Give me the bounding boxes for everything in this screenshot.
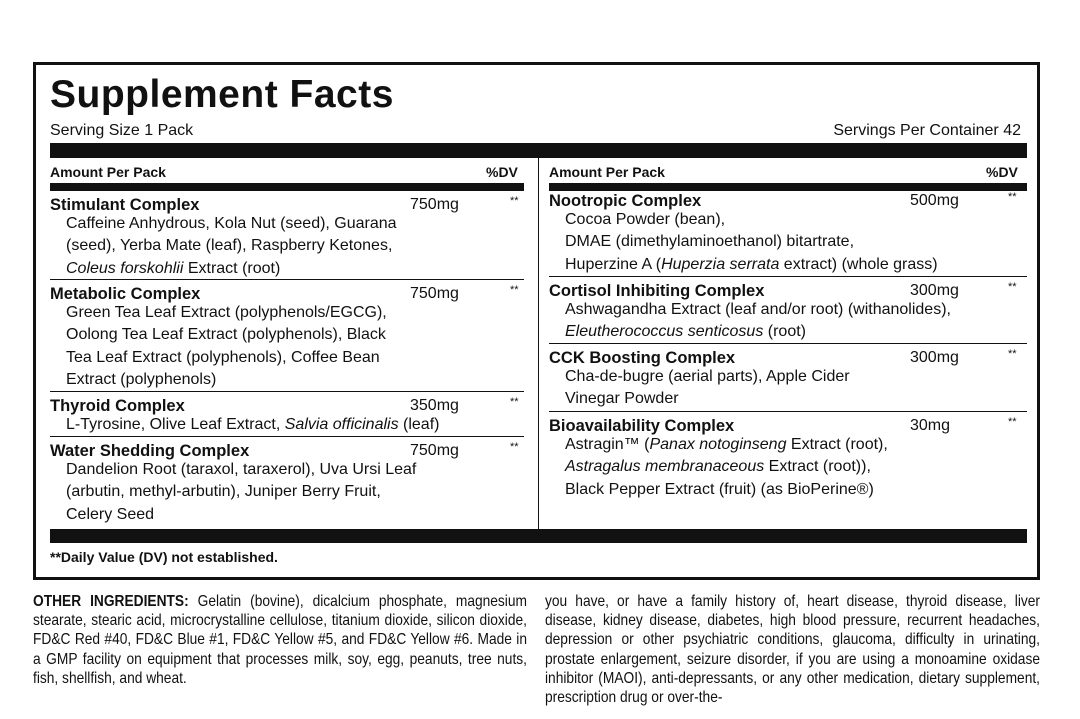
right-ingredient-line bbox=[565, 388, 679, 410]
right-ingredient-line bbox=[565, 299, 951, 321]
ingredient-text: Astragin™ ( bbox=[565, 436, 650, 453]
left-dv-header: %DV bbox=[486, 164, 518, 180]
right-dv-header: %DV bbox=[986, 164, 1018, 180]
left-complex-amount: 750mg bbox=[410, 285, 459, 302]
ingredient-text: L-Tyrosine, Olive Leaf Extract, bbox=[66, 416, 285, 433]
right-ingredient-line bbox=[565, 456, 871, 478]
right-complex-name: Nootropic Complex bbox=[549, 192, 702, 210]
ingredient-text: Extract (polyphenols) bbox=[66, 370, 217, 388]
left-complex-dv: ** bbox=[510, 396, 519, 408]
right-section-divider bbox=[549, 343, 1027, 344]
right-complex-name: Cortisol Inhibiting Complex bbox=[549, 282, 765, 300]
warning-block bbox=[545, 592, 1040, 707]
right-complex-dv: ** bbox=[1008, 416, 1017, 428]
left-ingredient-line bbox=[66, 414, 439, 436]
right-ingredient-line bbox=[565, 479, 874, 501]
left-complex-amount: 750mg bbox=[410, 196, 459, 213]
ingredient-text: Tea Leaf Extract (polyphenols), Coffee Bean bbox=[66, 348, 380, 366]
ingredient-text: (seed), Yerba Mate (leaf), Raspberry Ketones, bbox=[66, 237, 393, 255]
left-section-divider bbox=[50, 279, 524, 280]
left-ingredient-line bbox=[66, 347, 380, 369]
left-ingredient-line bbox=[66, 504, 154, 526]
bottom-thick-rule bbox=[50, 529, 1027, 543]
right-ingredient-line bbox=[565, 321, 806, 343]
left-amount-header: Amount Per Pack bbox=[50, 164, 166, 180]
ingredient-text: Huperzine A ( bbox=[565, 255, 662, 273]
ingredient-text: (arbutin, methyl-arbutin), Juniper Berry Fruit, bbox=[66, 483, 381, 501]
ingredient-text: Extract (root) bbox=[183, 259, 281, 277]
left-complex-name: Metabolic Complex bbox=[50, 285, 201, 303]
ingredient-text: Cocoa Powder (bean), bbox=[565, 211, 726, 228]
right-complex-amount: 300mg bbox=[910, 349, 959, 366]
ingredient-text: (root) bbox=[763, 323, 806, 341]
warning-text: you have, or have a family history of, heart disease, thyroid disease, liver disease, kidney disease, diabetes, high blood pressure, recurrent headaches, depression or other psychiatric conditions, glaucoma, difficulty in urinating, prostate enlargement, seizure disorder, if you are using a monoamine oxidase inhibitor (MAOI), anti-depressants, or any other medication, dietary supplement, prescription drug or over-the- bbox=[545, 593, 1040, 707]
supplement-facts-panel bbox=[33, 62, 1040, 580]
ingredient-text: Ashwagandha Extract (leaf and/or root) (withanolides), bbox=[565, 301, 951, 318]
left-ingredient-line bbox=[66, 459, 416, 481]
left-ingredient-line bbox=[66, 369, 216, 391]
ingredient-text: Extract (root)), bbox=[764, 458, 871, 476]
right-complex-dv: ** bbox=[1008, 281, 1017, 293]
serving-size: Serving Size 1 Pack bbox=[50, 122, 194, 139]
right-section-divider bbox=[549, 276, 1027, 277]
ingredient-text: Caffeine Anhydrous, Kola Nut (seed), Guarana bbox=[66, 215, 397, 232]
ingredient-text: Huperzia serrata bbox=[661, 255, 780, 273]
right-complex-amount: 300mg bbox=[910, 282, 959, 299]
left-ingredient-line bbox=[66, 213, 397, 235]
left-complex-amount: 350mg bbox=[410, 397, 459, 414]
ingredient-text: Oolong Tea Leaf Extract (polyphenols), Black bbox=[66, 326, 386, 344]
ingredient-text: Salvia officinalis bbox=[284, 416, 399, 433]
ingredient-text: (leaf) bbox=[398, 416, 440, 433]
right-complex-amount: 500mg bbox=[910, 192, 959, 209]
left-complex-dv: ** bbox=[510, 441, 519, 453]
ingredient-text: Celery Seed bbox=[66, 505, 155, 523]
top-thick-rule bbox=[50, 143, 1027, 158]
left-complex-name: Water Shedding Complex bbox=[50, 442, 250, 460]
right-complex-amount: 30mg bbox=[910, 417, 951, 434]
right-ingredient-line bbox=[565, 366, 850, 388]
left-complex-dv: ** bbox=[510, 284, 519, 296]
column-divider bbox=[538, 158, 539, 529]
panel-title: Supplement Facts bbox=[50, 73, 394, 116]
left-complex-dv: ** bbox=[510, 195, 519, 207]
right-ingredient-line bbox=[565, 434, 888, 456]
right-complex-name: Bioavailability Complex bbox=[549, 417, 735, 435]
ingredient-text: Coleus forskohlii bbox=[66, 259, 184, 277]
right-amount-header: Amount Per Pack bbox=[549, 164, 665, 180]
right-ingredient-line bbox=[565, 209, 725, 231]
left-ingredient-line bbox=[66, 258, 280, 280]
ingredient-text: Eleutherococcus senticosus bbox=[565, 323, 764, 341]
right-ingredient-line bbox=[565, 231, 854, 253]
left-section-divider bbox=[50, 391, 524, 392]
ingredient-text: Black Pepper Extract (fruit) (as BioPerine®) bbox=[565, 480, 874, 498]
other-ingredients-block bbox=[33, 592, 527, 688]
ingredient-text: Dandelion Root (taraxol, taraxerol), Uva Ursi Leaf bbox=[66, 461, 417, 478]
ingredient-text: Panax notoginseng bbox=[649, 436, 787, 453]
ingredient-text: Astragalus membranaceous bbox=[565, 458, 765, 476]
left-ingredient-line bbox=[66, 302, 387, 324]
dv-footnote: **Daily Value (DV) not established. bbox=[50, 549, 278, 565]
ingredient-text: Extract (root), bbox=[786, 436, 888, 453]
left-complex-amount: 750mg bbox=[410, 442, 459, 459]
left-ingredient-line bbox=[66, 481, 381, 503]
ingredient-text: extract) (whole grass) bbox=[779, 255, 938, 273]
left-complex-name: Stimulant Complex bbox=[50, 196, 200, 214]
left-ingredient-line bbox=[66, 324, 386, 346]
ingredient-text: Green Tea Leaf Extract (polyphenols/EGCG), bbox=[66, 304, 387, 321]
servings-per-container: Servings Per Container 42 bbox=[833, 122, 1021, 139]
right-complex-dv: ** bbox=[1008, 348, 1017, 360]
ingredient-text: Vinegar Powder bbox=[565, 390, 679, 408]
left-ingredient-line bbox=[66, 235, 392, 257]
left-header-rule bbox=[50, 183, 524, 191]
right-ingredient-line bbox=[565, 254, 938, 276]
other-ingredients-label: OTHER INGREDIENTS: bbox=[33, 593, 189, 610]
right-complex-dv: ** bbox=[1008, 191, 1017, 203]
left-complex-name: Thyroid Complex bbox=[50, 397, 185, 415]
right-section-divider bbox=[549, 411, 1027, 412]
right-complex-name: CCK Boosting Complex bbox=[549, 349, 736, 367]
other-ingredients-text: Gelatin (bovine), dicalcium phosphate, magnesium stearate, stearic acid, microcrystalline cellulose, titanium dioxide, silicon dioxide, FD&C Red #40, FD&C Blue #1, FD&C Yellow #5, and FD&C Yellow #6. Made in a GMP facility on equipment that processes milk, soy, egg, peanuts, tree nuts, fish, shellfish, and wheat. bbox=[33, 593, 527, 687]
left-section-divider bbox=[50, 436, 524, 437]
ingredient-text: Cha-de-bugre (aerial parts), Apple Cider bbox=[565, 368, 850, 385]
ingredient-text: DMAE (dimethylaminoethanol) bitartrate, bbox=[565, 233, 855, 251]
